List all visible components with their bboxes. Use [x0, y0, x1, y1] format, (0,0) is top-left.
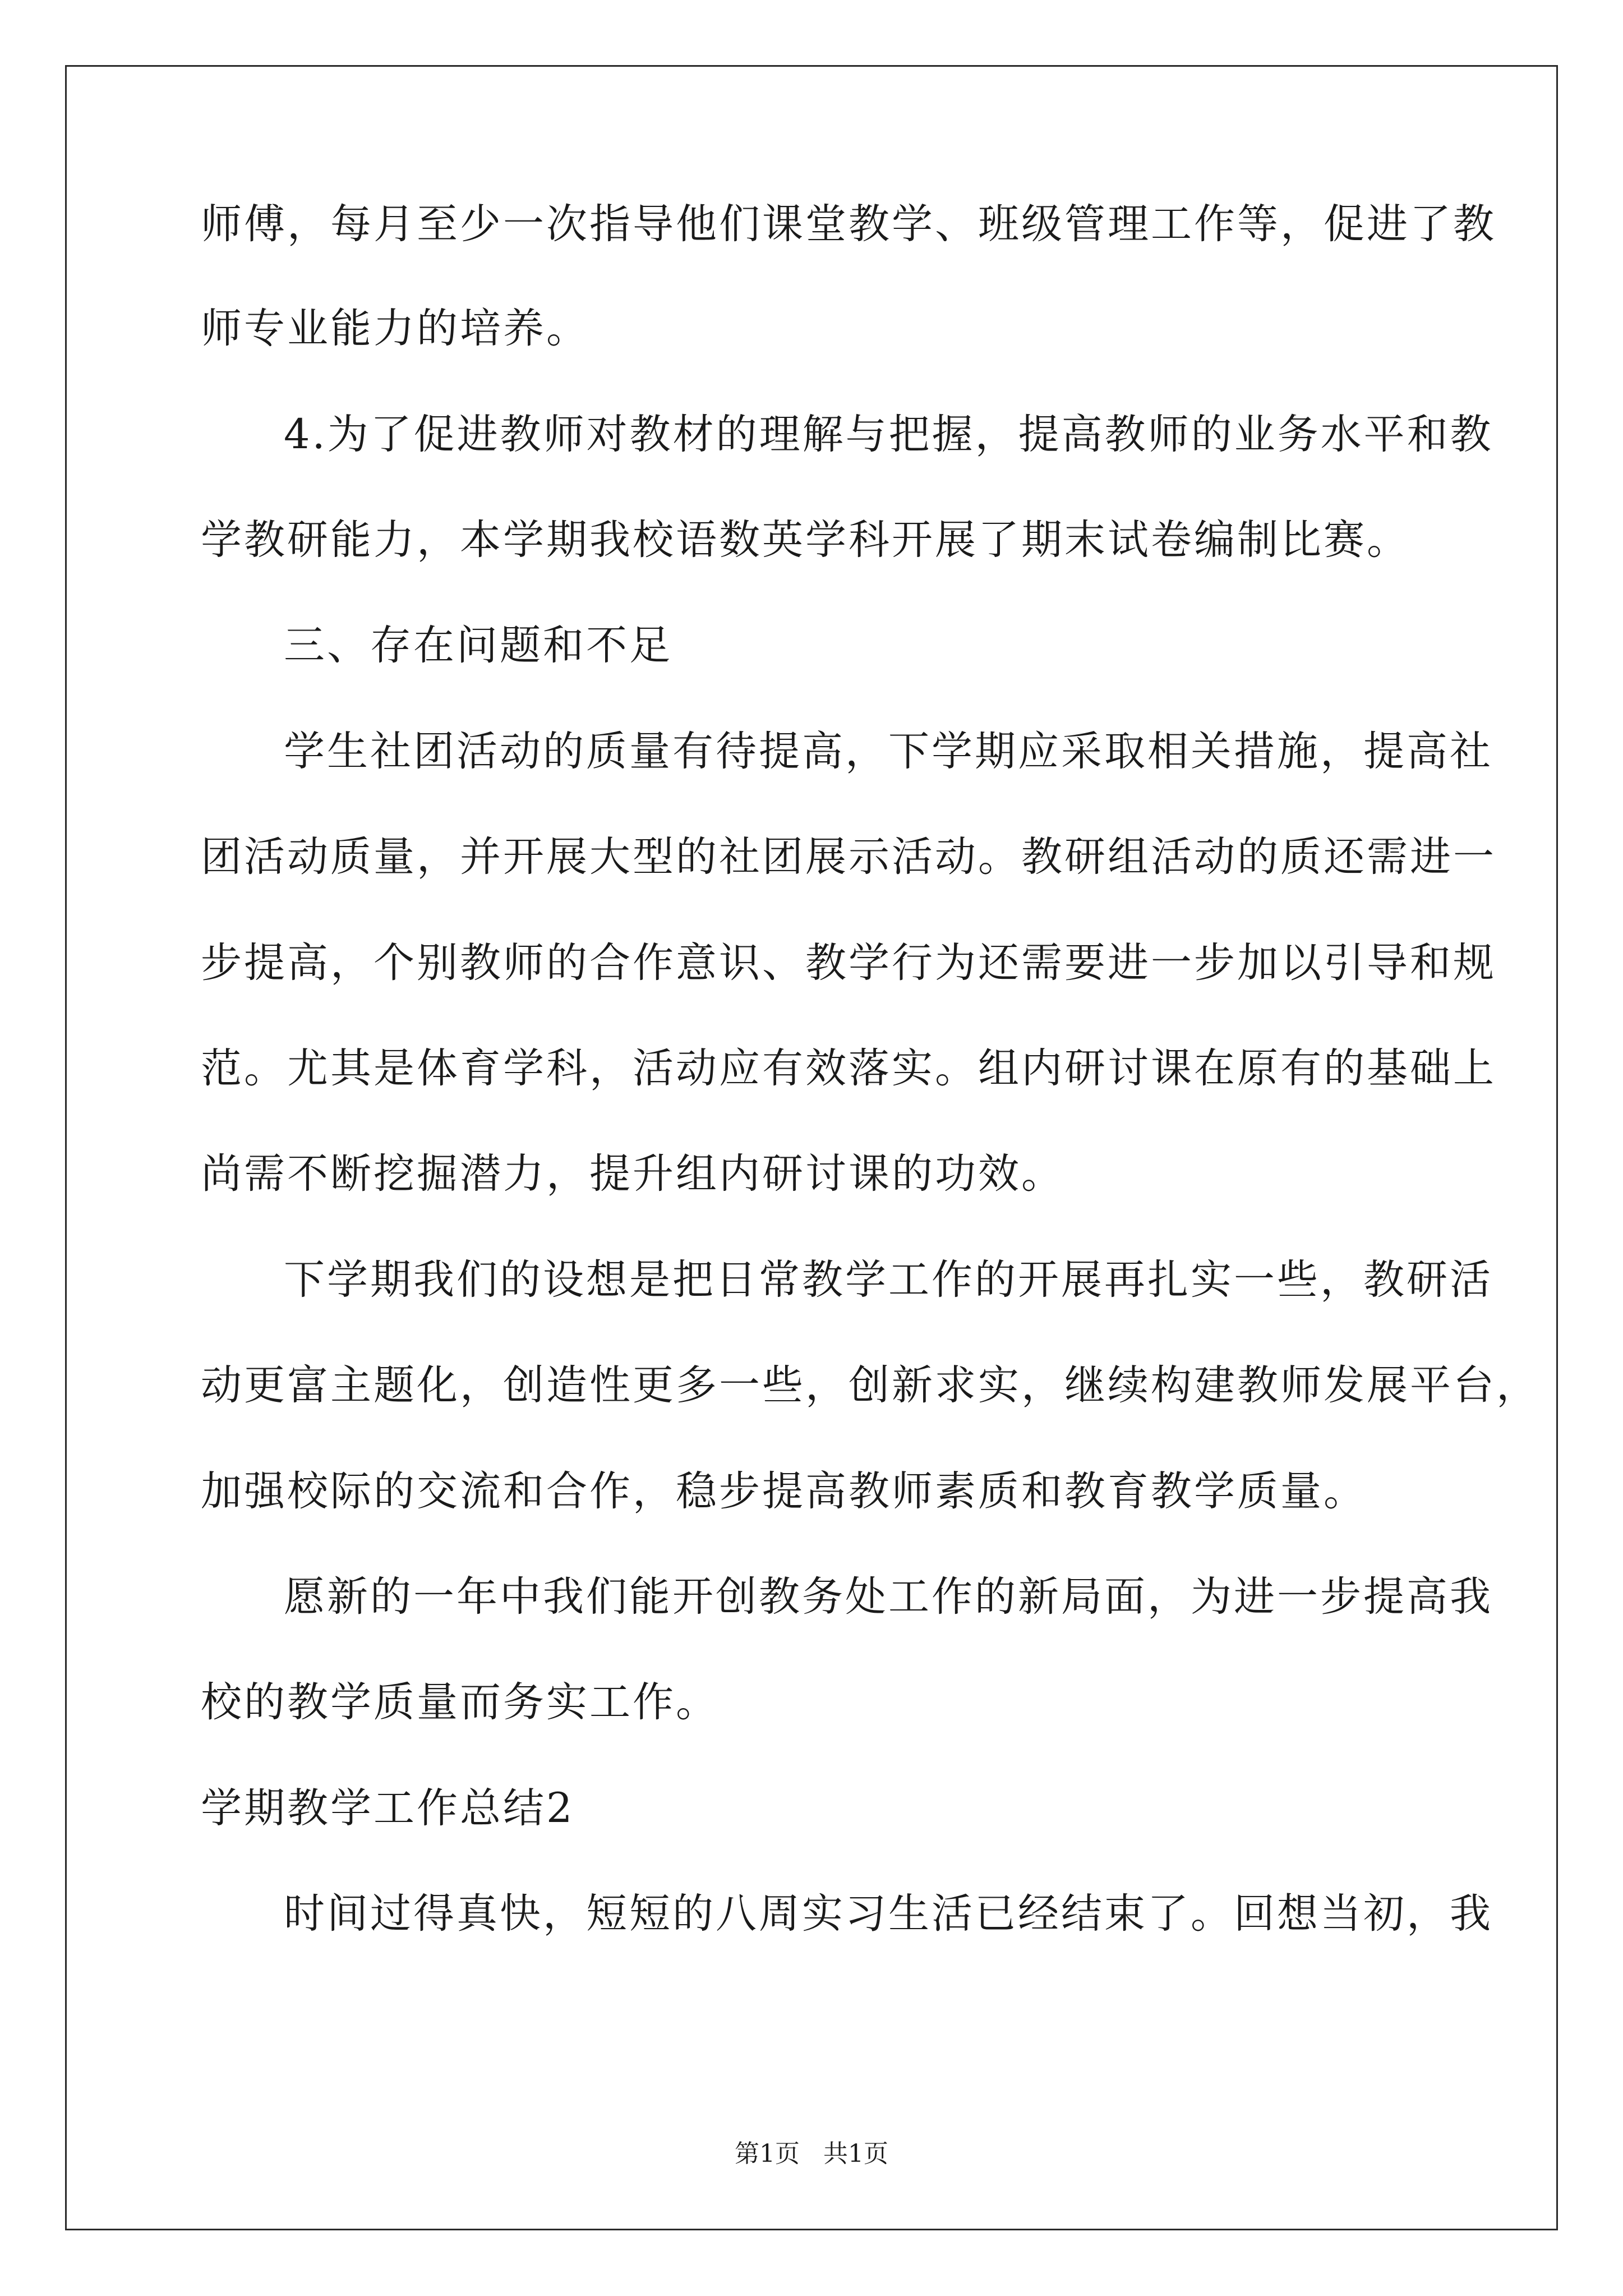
text-line: 师专业能力的培养。 — [201, 305, 589, 352]
text-line: 尚需不断挖掘潜力，提升组内研讨课的功效。 — [201, 1150, 1064, 1198]
text-line: 加强校际的交流和合作，稳步提高教师素质和教育教学质量。 — [201, 1467, 1367, 1515]
article-title: 学期教学工作总结2 — [201, 1784, 575, 1832]
text-line: 团活动质量，并开展大型的社团展示活动。教研组活动的质还需进一 — [201, 833, 1496, 881]
text-line: 学生社团活动的质量有待提高，下学期应采取相关措施，提高社 — [284, 728, 1493, 775]
text-line: 学教研能力，本学期我校语数英学科开展了期末试卷编制比赛。 — [201, 516, 1410, 564]
text-line: 4.为了促进教师对教材的理解与把握，提高教师的业务水平和教 — [284, 411, 1493, 458]
text-line: 步提高，个别教师的合作意识、教学行为还需要进一步加以引导和规 — [201, 939, 1496, 987]
text-line: 时间过得真快，短短的八周实习生活已经结束了。回想当初，我 — [284, 1890, 1493, 1938]
text-line: 师傅，每月至少一次指导他们课堂教学、班级管理工作等，促进了教 — [201, 200, 1496, 248]
text-line: 下学期我们的设想是把日常教学工作的开展再扎实一些，教研活 — [284, 1256, 1493, 1304]
text-line: 校的教学质量而务实工作。 — [201, 1678, 719, 1726]
text-line: 范。尤其是体育学科，活动应有效落实。组内研讨课在原有的基础上 — [201, 1045, 1496, 1092]
text-line: 动更富主题化，创造性更多一些，创新求实，继续构建教师发展平台， — [201, 1361, 1539, 1409]
section-heading: 三、存在问题和不足 — [284, 622, 672, 669]
text-line: 愿新的一年中我们能开创教务处工作的新局面，为进一步提高我 — [284, 1573, 1493, 1621]
page-number-footer: 第1页 共1页 — [735, 2139, 888, 2168]
